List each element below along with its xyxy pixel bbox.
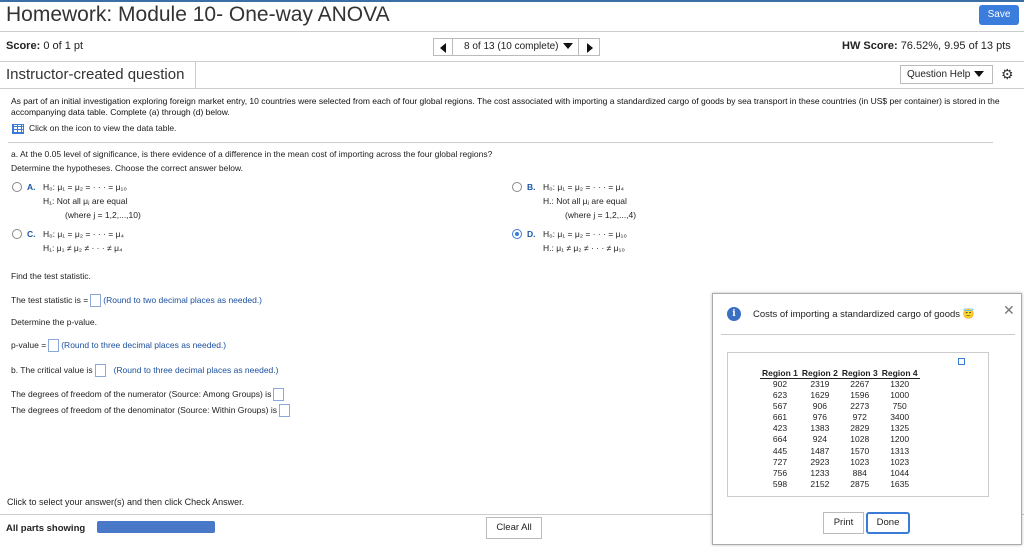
table-row (760, 390, 920, 401)
divider (0, 88, 1024, 89)
option-b-alt[interactable]: H.: Not all μⱼ are equal (543, 196, 627, 206)
hw-score-value: 76.52%, 9.95 of 13 pts (900, 40, 1011, 52)
chevron-down-icon (563, 43, 573, 49)
table-row (760, 423, 920, 434)
option-b-null[interactable]: H₀: μ₁ = μ₂ = · · · = μ₄ (543, 182, 624, 192)
data-table (760, 368, 920, 490)
hw-score-label: HW Score: (842, 40, 898, 52)
next-question-button[interactable] (578, 38, 600, 56)
done-button[interactable]: Done (866, 512, 910, 534)
emoji-icon: 😇 (962, 309, 975, 320)
option-c-alt[interactable]: H₁: μ₁ ≠ μ₂ ≠ · · · ≠ μ₄ (43, 243, 123, 253)
pvalue-hint: (Round to three decimal places as needed.) (61, 339, 227, 350)
table-cell: 884 (852, 467, 867, 478)
df-numerator-input[interactable] (273, 388, 284, 401)
table-row (760, 379, 920, 391)
table-cell: 1487 (810, 445, 830, 456)
table-cell: 902 (772, 379, 788, 389)
pvalue-input[interactable] (48, 339, 59, 352)
gear-icon[interactable]: ⚙ (1001, 66, 1014, 82)
question-type: Instructor-created question (6, 66, 185, 83)
test-statistic-input[interactable] (90, 294, 101, 307)
table-row (760, 412, 920, 423)
critical-value-label: b. The critical value is (11, 364, 93, 375)
table-cell: 2273 (850, 401, 870, 412)
divider (0, 61, 1024, 62)
table-cell: 1383 (810, 423, 830, 434)
table-row (760, 434, 920, 445)
column-header: Region 4 (881, 368, 918, 378)
critical-value-row (11, 364, 278, 377)
table-cell: 727 (772, 456, 788, 467)
score (6, 40, 83, 52)
table-cell: 1570 (850, 445, 870, 456)
table-cell: 2875 (850, 478, 870, 489)
option-c-null[interactable]: H₀: μ₁ = μ₂ = · · · = μ₄ (43, 229, 124, 239)
column-header: Region 2 (801, 368, 838, 378)
data-table-link-text: Click on the icon to view the data table. (29, 123, 177, 133)
table-row (760, 479, 920, 490)
critical-value-hint: (Round to three decimal places as needed.) (113, 364, 279, 375)
table-row (760, 446, 920, 457)
option-d-alt[interactable]: H.: μ₁ ≠ μ₂ ≠ · · · ≠ μ₁₀ (543, 243, 625, 253)
table-cell: 1325 (890, 423, 910, 434)
option-c-radio[interactable] (12, 229, 22, 239)
option-d-radio[interactable] (512, 229, 522, 239)
option-a-alt[interactable]: H₁: Not all μⱼ are equal (43, 196, 128, 206)
score-value: 0 of 1 pt (43, 40, 84, 52)
df-denominator-row (11, 404, 292, 417)
table-cell: 2319 (810, 379, 830, 389)
question-help-button[interactable] (900, 65, 993, 84)
data-table-frame (727, 352, 989, 497)
pvalue-prompt: Determine the p-value. (11, 317, 97, 327)
test-statistic-label: The test statistic is = (11, 294, 89, 305)
test-statistic-row (11, 294, 262, 307)
footer-instruction: Click to select your answer(s) and then click Check Answer. (7, 497, 245, 507)
divider (721, 334, 1015, 335)
divider (8, 142, 993, 143)
table-cell: 1313 (890, 445, 910, 456)
table-cell: 756 (772, 467, 788, 478)
table-cell: 2923 (810, 456, 830, 467)
table-cell: 1044 (890, 467, 910, 478)
popup-title (753, 309, 975, 320)
table-cell: 2267 (850, 379, 870, 389)
df-numerator-row (11, 388, 286, 401)
chevron-down-icon (974, 71, 984, 77)
page-title: Homework: Module 10- One-way ANOVA (6, 3, 390, 26)
table-cell: 2829 (850, 423, 870, 434)
table-cell: 598 (772, 478, 788, 489)
info-icon: i (727, 307, 741, 321)
pvalue-label: p-value = (11, 339, 47, 350)
table-cell: 1028 (850, 434, 870, 445)
hypotheses-prompt: Determine the hypotheses. Choose the correct answer below. (11, 163, 243, 173)
table-cell: 664 (772, 434, 788, 445)
table-cell: 1000 (890, 390, 910, 401)
option-a-note: (where j = 1,2,...,10) (65, 210, 141, 220)
table-cell: 623 (772, 390, 788, 401)
option-c-letter: C. (27, 229, 36, 239)
progress-bar (97, 521, 215, 533)
table-cell: 972 (852, 412, 867, 423)
option-d-letter: D. (527, 229, 536, 239)
table-cell: 567 (772, 401, 788, 412)
table-cell: 1320 (890, 379, 910, 389)
question-position: 8 of 13 (10 complete) (464, 41, 559, 52)
clear-all-button[interactable]: Clear All (486, 517, 542, 539)
option-b-letter: B. (527, 182, 536, 192)
pvalue-row (11, 339, 226, 352)
table-row (760, 401, 920, 412)
previous-question-button[interactable] (433, 38, 453, 56)
right-arrow-icon (587, 43, 593, 53)
option-a-radio[interactable] (12, 182, 22, 192)
table-cell: 1629 (810, 390, 830, 401)
find-statistic-prompt: Find the test statistic. (11, 271, 91, 281)
question-intro: As part of an initial investigation exploring foreign market entry, 10 countries were selected from each of four global regions. The cost associated with importing a standardized cargo of goods by sea transport in these countries (in US$ per container) is stored in the accompanying data table. Complete (a) through (d) below. (11, 96, 1000, 117)
question-selector[interactable] (452, 38, 579, 56)
table-cell: 445 (772, 445, 788, 456)
critical-value-input[interactable] (95, 364, 106, 377)
question-help-label: Question Help (907, 69, 971, 80)
table-icon[interactable] (12, 124, 24, 134)
top-accent-line (0, 0, 1024, 2)
table-row (760, 468, 920, 479)
df-denominator-label: The degrees of freedom of the denominator (Source: Within Groups) is (11, 404, 277, 415)
column-header: Region 1 (762, 368, 798, 378)
part-a-prompt: a. At the 0.05 level of significance, is there evidence of a difference in the mean cost of importing across the four global regions? (11, 149, 493, 159)
data-table-popup (712, 293, 1022, 545)
table-row (760, 457, 920, 468)
table-cell: 1635 (890, 478, 910, 489)
table-cell: 976 (812, 412, 827, 423)
option-b-radio[interactable] (512, 182, 522, 192)
parts-showing-label: All parts showing (6, 523, 86, 534)
table-cell: 423 (772, 423, 788, 434)
df-numerator-label: The degrees of freedom of the numerator (Source: Among Groups) is (11, 388, 272, 399)
table-cell: 661 (772, 412, 788, 423)
save-button[interactable]: Save (979, 5, 1019, 25)
table-cell: 1233 (810, 467, 830, 478)
table-cell: 906 (812, 401, 827, 412)
table-cell: 1023 (890, 456, 910, 467)
option-b-note: (where j = 1,2,...,4) (565, 210, 637, 220)
data-table-link[interactable] (12, 123, 176, 134)
left-arrow-icon (440, 43, 446, 53)
option-a-letter: A. (27, 182, 36, 192)
table-cell: 750 (892, 401, 907, 412)
copy-icon[interactable] (958, 358, 965, 365)
option-a-null[interactable]: H₀: μ₁ = μ₂ = · · · = μ₁₀ (43, 182, 127, 192)
popup-title-text: Costs of importing a standardized cargo of goods (753, 309, 961, 320)
close-icon[interactable]: ✕ (1003, 302, 1015, 318)
table-cell: 1596 (850, 390, 870, 401)
table-cell: 924 (812, 434, 827, 445)
divider (0, 31, 1024, 32)
table-cell: 1023 (850, 456, 870, 467)
df-denominator-input[interactable] (279, 404, 290, 417)
option-d-null[interactable]: H₀: μ₁ = μ₂ = · · · = μ₁₀ (543, 229, 627, 239)
table-cell: 3400 (890, 412, 910, 423)
divider (195, 62, 196, 88)
print-button[interactable]: Print (823, 512, 864, 534)
hw-score (842, 40, 1011, 52)
score-label: Score: (6, 40, 41, 52)
table-cell: 2152 (810, 478, 830, 489)
column-header: Region 3 (841, 368, 878, 378)
test-statistic-hint: (Round to two decimal places as needed.) (103, 294, 263, 305)
table-cell: 1200 (890, 434, 910, 445)
